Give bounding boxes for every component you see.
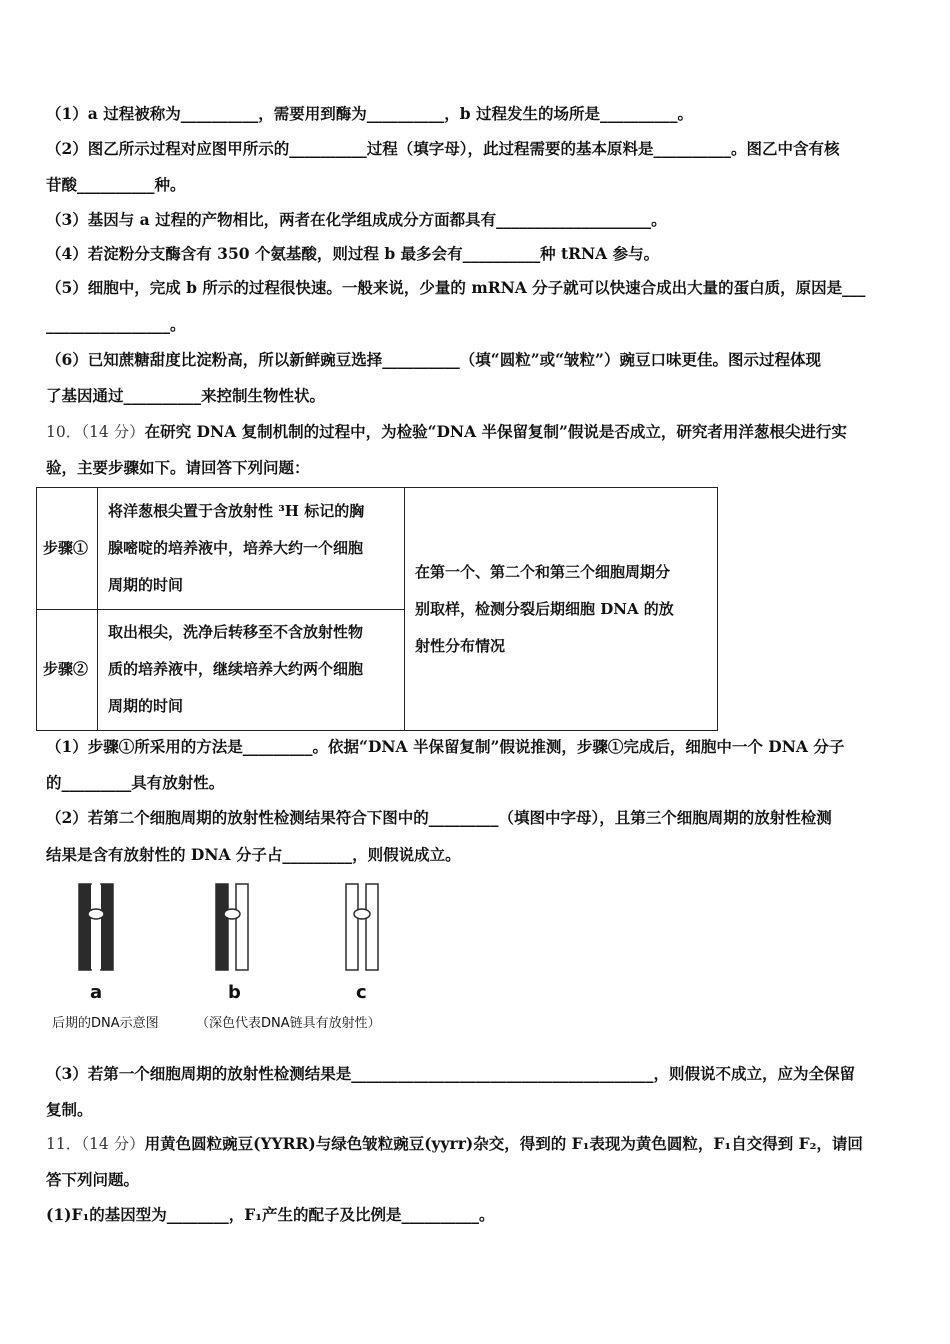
figure-caption-right: （深色代表DNA链具有放射性）	[196, 1016, 381, 1031]
q11-points: （14 分）	[81, 1135, 145, 1153]
table-row-step1	[37, 488, 718, 610]
q10-answer-3-line-1: （3）若第一个细胞周期的放射性检测结果是_______________________________________，则假说不成立，应为全保留	[46, 1064, 856, 1083]
q10-answer-2-line-1: （2）若第二个细胞周期的放射性检测结果符合下图中的_________（填图中字母），且第三个细胞周期的放射性检测	[46, 808, 832, 827]
figure-label-c: c	[356, 982, 367, 1003]
q10-points: （14 分）	[81, 423, 145, 441]
q9-line-1: （1）a 过程被称为__________，需要用到酶为__________，b 过程发生的场所是__________。	[46, 104, 693, 123]
q9-line-8: （6）已知蔗糖甜度比淀粉高，所以新鲜豌豆选择__________（填“圆粒”或“皱粒”）豌豆口味更佳。图示过程体现	[46, 350, 821, 369]
step1-desc-line-2: 腺嘧啶的培养液中，培养大约一个细胞	[108, 538, 364, 557]
q10-stem-line-1	[46, 422, 847, 442]
step1-desc-line-3: 周期的时间	[108, 575, 184, 594]
detection-cell	[405, 488, 718, 731]
step1-desc-line-1: 将洋葱根尖置于含放射性 ³H 标记的胸	[108, 501, 365, 520]
figure-label-b: b	[228, 982, 241, 1003]
q10-answer-3-line-2: 复制。	[46, 1100, 93, 1119]
dna-diagram	[46, 876, 406, 996]
step2-desc-line-3: 周期的时间	[108, 697, 184, 716]
q11-stem-text: 用黄色圆粒豌豆(YYRR)与绿色皱粒豌豆(yyrr)杂交，得到的 F₁表现为黄色圆粒，F₁自交得到 F₂，请回	[144, 1134, 863, 1153]
detection-line-2: 别取样，检测分裂后期细胞 DNA 的放	[415, 599, 674, 618]
step2-label: 步骤②	[37, 609, 98, 731]
q9-line-7: ________________。	[46, 315, 186, 334]
q11-stem-line-1	[46, 1134, 863, 1154]
dna-figure	[46, 876, 406, 1036]
detection-line-3: 射性分布情况	[415, 636, 506, 655]
q11-number: 11．	[46, 1135, 82, 1153]
q11-stem-line-2: 答下列问题。	[46, 1170, 140, 1189]
detection-line-1: 在第一个、第二个和第三个细胞周期分	[415, 562, 671, 581]
step2-desc-line-2: 质的培养液中，继续培养大约两个细胞	[108, 660, 364, 679]
step2-desc-line-1: 取出根尖，洗净后转移至不含放射性物	[108, 623, 364, 642]
q9-line-4: （3）基因与 a 过程的产物相比，两者在化学组成成分方面都具有____________________。	[46, 210, 667, 229]
figure-label-a: a	[90, 982, 103, 1003]
q9-line-3: 苷酸__________种。	[46, 175, 186, 194]
q9-line-2: （2）图乙所示过程对应图甲所示的__________过程（填字母），此过程需要的基本原料是__________。图乙中含有核	[46, 139, 840, 158]
q9-line-5: （4）若淀粉分支酶含有 350 个氨基酸，则过程 b 最多会有__________种 tRNA 参与。	[46, 244, 660, 263]
chromosome-a	[79, 884, 113, 970]
steps-table	[36, 487, 718, 731]
step1-desc	[98, 488, 405, 610]
q10-answer-1-line-2: 的_________具有放射性。	[46, 773, 225, 792]
q10-stem-line-2: 验，主要步骤如下。请回答下列问题：	[46, 458, 310, 477]
step2-desc	[98, 609, 405, 731]
q10-number: 10．	[46, 423, 82, 441]
step1-label: 步骤①	[37, 488, 98, 610]
q9-line-6: （5）细胞中，完成 b 所示的过程很快速。一般来说，少量的 mRNA 分子就可以快速合成出大量的蛋白质，原因是___	[46, 278, 866, 297]
figure-caption-left: 后期的DNA示意图	[52, 1016, 159, 1031]
q9-line-9: 了基因通过__________来控制生物性状。	[46, 386, 326, 405]
q11-answer-1: (1)F₁的基因型为________，F₁产生的配子及比例是__________。	[46, 1205, 495, 1224]
q10-stem-text: 在研究 DNA 复制机制的过程中，为检验“DNA 半保留复制”假说是否成立，研究者用洋葱根尖进行实	[144, 422, 847, 441]
chromosome-c	[346, 884, 378, 970]
chromosome-b	[216, 884, 248, 970]
q10-answer-2-line-2: 结果是含有放射性的 DNA 分子占_________，则假说成立。	[46, 845, 461, 864]
q10-answer-1-line-1: （1）步骤①所采用的方法是_________。依据“DNA 半保留复制”假说推测，步骤①完成后，细胞中一个 DNA 分子	[46, 737, 845, 756]
